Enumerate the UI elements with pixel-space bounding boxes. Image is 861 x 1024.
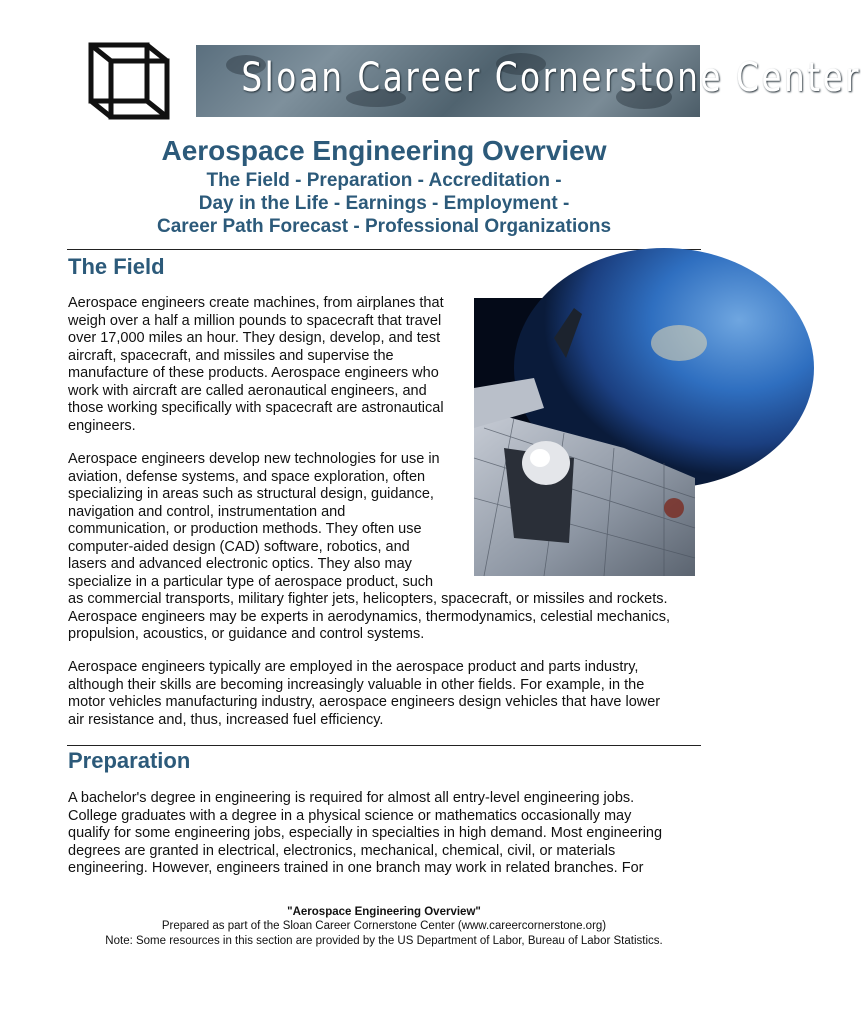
divider [67,249,701,250]
text-line: qualify for some engineering jobs, especially in specialties in high demand. Most engineering [68,825,663,841]
text-line: manufacture of these products. Aerospace engineers who [68,365,439,381]
field-paragraph-1 [68,295,444,435]
text-line: College graduates with a degree in a physical science or mathematics occasionally may [68,807,632,824]
text-line: lasers and advanced electronic optics. They also may [68,556,412,572]
text-line: work with aircraft are called aeronautical engineers, and [68,382,427,399]
text-line: specializing in areas such as structural design, guidance, [68,486,434,502]
footer-title: "Aerospace Engineering Overview" [287,906,481,918]
footer-note: Note: Some resources in this section are provided by the US Department of Labor, Bureau of Labor Statistics. [105,935,663,947]
text-line: Aerospace engineers develop new technologies for use in [68,451,440,467]
field-paragraph-3 [68,659,660,729]
text-line: motor vehicles manufacturing industry, aerospace engineers design vehicles that have lower [68,694,661,710]
section-heading-field: The Field [68,254,165,279]
subtitle-line-3: Career Path Forecast - Professional Organizations [156,216,612,237]
text-line: engineers. [68,417,136,434]
text-line: Aerospace engineers typically are employed in the aerospace product and parts industry, [68,659,639,675]
text-line: aviation, defense systems, and space exploration, often [68,468,426,485]
text-line: A bachelor's degree in engineering is required for almost all entry-level engineering jobs. [68,790,635,806]
text-line: communication, or production methods. They often use [68,521,422,537]
text-line: over 17,000 miles an hour. They design, develop, and test [68,330,441,346]
text-line: air resistance and, thus, increased fuel efficiency. [68,711,384,728]
text-line: computer-aided design (CAD) software, robotics, and [68,538,410,555]
text-line: propulsion, acoustics, or guidance and control systems. [68,626,425,642]
banner-title: Sloan Career Cornerstone Center [241,55,861,101]
section-heading-preparation: Preparation [68,748,191,773]
divider [67,745,701,746]
text-line: aircraft, spacecraft, and missiles and supervise the [68,347,394,364]
text-line: Aerospace engineers may be experts in aerodynamics, thermodynamics, celestial mechanics, [68,608,671,625]
text-line: specialize in a particular type of aerospace product, such [68,573,434,590]
text-line: degrees are granted in electrical, electronics, mechanical, chemical, civil, or materials [68,842,616,859]
header-banner [196,45,861,117]
space-shuttle-photo [474,298,695,576]
text-line: although their skills are becoming increasingly valuable in other fields. For example, in the [68,676,645,693]
page-title: Aerospace Engineering Overview [161,135,607,166]
text-line: those working specifically with spacecraft are astronautical [68,400,444,416]
preparation-paragraph-1 [68,790,662,878]
text-line: weigh over a half a million pounds to spacecraft that travel [68,312,442,329]
footer-credit: Prepared as part of the Sloan Career Cornerstone Center (www.careercornerstone.org) [161,920,607,932]
wireframe-cube-icon [86,40,172,122]
subtitle-line-1: The Field - Preparation - Accreditation - [206,170,562,191]
text-line: navigation and control, instrumentation and [68,503,346,520]
text-line: engineering. However, engineers trained in one branch may work in related branches. For [68,860,644,876]
text-line: as commercial transports, military fighter jets, helicopters, spacecraft, or missiles and rockets. [68,591,668,607]
subtitle-line-2: Day in the Life - Earnings - Employment - [198,193,570,214]
text-line: Aerospace engineers create machines, from airplanes that [68,295,444,311]
